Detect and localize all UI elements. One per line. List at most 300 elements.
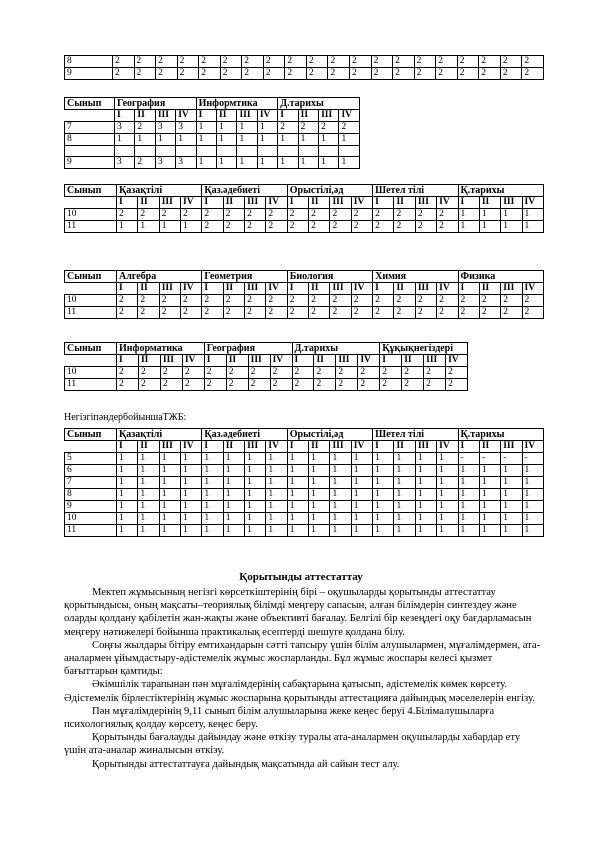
grade-cell <box>155 146 175 157</box>
subject-header: Информтика <box>196 98 278 110</box>
grade-cell: 1 <box>159 477 180 489</box>
grades-table-sciences <box>64 270 544 319</box>
grade-cell: 1 <box>257 134 277 146</box>
grade-cell: 2 <box>223 209 244 221</box>
grade-cell: 2 <box>285 68 307 80</box>
grade-cell: 1 <box>257 157 277 169</box>
grade-cell: 2 <box>138 367 160 379</box>
quarter-label: IV <box>522 283 543 295</box>
grade-cell: 1 <box>278 134 298 146</box>
grade-cell: 2 <box>371 56 393 68</box>
grade-cell: 2 <box>437 307 458 319</box>
section-heading: Қорытынды аттестаттау <box>239 571 363 583</box>
quarter-label: III <box>501 197 522 209</box>
header-row <box>65 185 544 197</box>
grade-cell: 1 <box>309 465 330 477</box>
grade-cell: 1 <box>223 525 244 537</box>
quarter-label: III <box>159 283 180 295</box>
grade-cell: 2 <box>373 295 394 307</box>
subject-header: География <box>115 98 197 110</box>
subject-header: Қазақтілі <box>117 185 202 197</box>
grade-cell: 2 <box>134 56 156 68</box>
grade-cell: 1 <box>330 465 351 477</box>
grade-cell: 2 <box>177 56 199 68</box>
grade-cell: 1 <box>458 501 479 513</box>
grade-cell: - <box>458 453 479 465</box>
header-row <box>65 343 468 355</box>
table-row <box>65 501 544 513</box>
quarter-label: IV <box>181 283 202 295</box>
paragraph: Қорытынды аттестаттауға дайындық мақсатында ай сайын тест алу. <box>92 758 400 770</box>
grade-cell: 2 <box>358 379 380 391</box>
grade-cell: 2 <box>522 307 543 319</box>
grade-cell: 1 <box>501 221 522 233</box>
grade-cell: 1 <box>202 525 223 537</box>
grade-cell: 2 <box>393 56 415 68</box>
quarter-label: III <box>248 355 270 367</box>
subject-header: Құқықнегіздері <box>380 343 468 355</box>
grade-cell: 2 <box>138 209 159 221</box>
grade-cell: 1 <box>309 525 330 537</box>
empty-cell <box>65 283 117 295</box>
grade-cell: 2 <box>309 221 330 233</box>
grade-cell: 1 <box>202 453 223 465</box>
grade-cell: 1 <box>394 453 415 465</box>
grade-cell: 1 <box>245 465 266 477</box>
quarter-label: III <box>424 355 446 367</box>
grade-cell: 2 <box>181 307 202 319</box>
grade-cell: 1 <box>501 477 522 489</box>
grade-cell: 2 <box>242 56 264 68</box>
grade-cell: 1 <box>159 489 180 501</box>
grade-cell: 2 <box>156 68 178 80</box>
grade-cell: 1 <box>373 525 394 537</box>
grade-cell: 2 <box>479 295 500 307</box>
grade-cell: 2 <box>248 379 270 391</box>
grade-cell: 2 <box>245 209 266 221</box>
row-class-label: 11 <box>65 307 117 319</box>
grade-cell: 1 <box>223 465 244 477</box>
grade-cell: 1 <box>309 477 330 489</box>
grade-cell: 2 <box>402 367 424 379</box>
grade-cell: 2 <box>285 56 307 68</box>
grade-cell: 2 <box>309 209 330 221</box>
grade-cell: 2 <box>380 367 402 379</box>
grade-cell: 2 <box>160 379 182 391</box>
quarter-label: II <box>309 283 330 295</box>
grade-cell: 2 <box>373 221 394 233</box>
grade-cell: 1 <box>522 221 543 233</box>
grade-cell: 2 <box>202 221 223 233</box>
grade-cell: 2 <box>336 367 358 379</box>
grade-cell: 1 <box>245 501 266 513</box>
grade-cell: 1 <box>298 134 318 146</box>
grade-cell: 1 <box>319 157 339 169</box>
quarter-label: II <box>309 441 330 453</box>
paragraph: Пән мұғалімдерінің 9,11 сынып білім алушыларына жеке кеңес беруі 4.Білімалушыларға психологиялық қолдау көрсету, кеңес беру. <box>64 705 495 731</box>
grade-cell: 2 <box>138 307 159 319</box>
grade-cell: 2 <box>113 56 135 68</box>
quarter-label: IV <box>522 197 543 209</box>
grade-cell: 1 <box>138 489 159 501</box>
grade-cell: 2 <box>270 379 292 391</box>
grade-cell: 1 <box>138 221 159 233</box>
table-body <box>65 185 544 233</box>
grade-cell: 1 <box>501 525 522 537</box>
grade-cell: 1 <box>115 134 135 146</box>
header-row <box>65 98 360 110</box>
quarter-label: I <box>380 355 402 367</box>
subject-header: Информатика <box>117 343 205 355</box>
subject-header: Физика <box>458 271 544 283</box>
grade-cell: 2 <box>204 379 226 391</box>
grade-cell: 1 <box>458 209 479 221</box>
grade-cell: 2 <box>134 68 156 80</box>
grade-cell: 2 <box>394 209 415 221</box>
grade-cell: 1 <box>501 209 522 221</box>
grade-cell: 1 <box>237 157 257 169</box>
grade-cell: 1 <box>181 501 202 513</box>
grade-cell: 1 <box>181 477 202 489</box>
grade-cell: 2 <box>436 56 458 68</box>
row-class-label: 9 <box>65 68 113 80</box>
subject-header: Қаз.әдебиеті <box>202 185 287 197</box>
grade-cell: 2 <box>350 68 372 80</box>
column-header-class: Сынып <box>65 343 117 355</box>
quarter-label: I <box>117 283 138 295</box>
quarter-label: III <box>330 197 351 209</box>
quarter-label: II <box>394 197 415 209</box>
grade-cell: 1 <box>287 513 308 525</box>
grade-cell: 1 <box>501 465 522 477</box>
grade-cell: 1 <box>479 501 500 513</box>
grade-cell: 2 <box>309 295 330 307</box>
grade-cell: 2 <box>394 307 415 319</box>
grade-cell: 1 <box>245 477 266 489</box>
grade-cell: 2 <box>522 56 544 68</box>
grade-cell: 1 <box>138 525 159 537</box>
grade-cell: 2 <box>457 68 479 80</box>
grade-cell: 2 <box>177 68 199 80</box>
grade-cell: 2 <box>202 307 223 319</box>
grade-cell: 1 <box>415 477 436 489</box>
grade-cell: 1 <box>373 489 394 501</box>
grade-cell: - <box>522 453 543 465</box>
grade-cell: 2 <box>223 221 244 233</box>
quarter-label: I <box>115 110 135 122</box>
quarter-label: I <box>287 197 308 209</box>
quarter-label: I <box>117 197 138 209</box>
quarter-label: III <box>245 283 266 295</box>
row-class-label: 11 <box>65 525 117 537</box>
grade-cell: 2 <box>202 295 223 307</box>
grade-cell: 1 <box>117 221 138 233</box>
quarter-label: III <box>415 197 436 209</box>
grade-cell: 1 <box>479 489 500 501</box>
grade-cell: 2 <box>437 209 458 221</box>
quarter-label: IV <box>358 355 380 367</box>
grade-cell: 1 <box>351 477 372 489</box>
grade-cell: 1 <box>117 477 138 489</box>
grade-cell: 2 <box>501 307 522 319</box>
table-row <box>65 513 544 525</box>
grade-cell: 1 <box>245 453 266 465</box>
quarter-label: IV <box>446 355 468 367</box>
grade-cell: 1 <box>159 221 180 233</box>
quarter-label: IV <box>266 283 287 295</box>
row-class-label <box>65 146 115 157</box>
grade-cell: 2 <box>182 379 204 391</box>
grade-cell: 1 <box>309 513 330 525</box>
quarter-label: IV <box>181 441 202 453</box>
grade-cell: 1 <box>415 489 436 501</box>
grades-table-top <box>64 55 544 80</box>
grade-cell: 2 <box>135 157 155 169</box>
quarter-label: IV <box>270 355 292 367</box>
grade-cell: 1 <box>351 501 372 513</box>
grade-cell: 2 <box>330 221 351 233</box>
grade-cell: 1 <box>319 134 339 146</box>
grade-cell: 2 <box>223 295 244 307</box>
grade-cell: 1 <box>117 489 138 501</box>
table-row <box>65 209 544 221</box>
table-row <box>65 367 468 379</box>
grade-cell: 1 <box>181 453 202 465</box>
grade-cell: 1 <box>394 525 415 537</box>
grade-cell: 1 <box>458 525 479 537</box>
grade-cell: 1 <box>245 513 266 525</box>
grade-cell: 1 <box>159 525 180 537</box>
grade-cell: 1 <box>138 453 159 465</box>
grade-cell: 1 <box>266 513 287 525</box>
grade-cell: 1 <box>351 525 372 537</box>
grade-cell: 2 <box>437 295 458 307</box>
grade-cell: 2 <box>314 367 336 379</box>
grade-cell: 2 <box>436 68 458 80</box>
subject-header: Қ.тарихы <box>458 185 544 197</box>
subject-header: География <box>204 343 292 355</box>
table-row <box>65 68 544 80</box>
quarter-label: III <box>245 441 266 453</box>
grade-cell: 1 <box>479 525 500 537</box>
quarter-label: III <box>159 197 180 209</box>
quarter-label: II <box>298 110 318 122</box>
quarter-label: II <box>138 441 159 453</box>
grade-cell: 2 <box>298 122 318 134</box>
grade-cell: 1 <box>501 501 522 513</box>
quarter-label: IV <box>266 441 287 453</box>
quarter-label: I <box>117 355 139 367</box>
grade-cell <box>217 146 237 157</box>
grade-cell: 1 <box>202 477 223 489</box>
grade-cell: 2 <box>181 295 202 307</box>
grade-cell: 2 <box>328 56 350 68</box>
grade-cell: 1 <box>237 134 257 146</box>
quarter-label: II <box>135 110 155 122</box>
column-header-class: Сынып <box>65 429 117 441</box>
grade-cell: 2 <box>182 367 204 379</box>
quarter-label: I <box>204 355 226 367</box>
empty-cell <box>65 441 117 453</box>
grade-cell: 2 <box>393 68 415 80</box>
row-class-label: 10 <box>65 295 117 307</box>
grade-cell: 2 <box>138 295 159 307</box>
column-header-class: Сынып <box>65 98 115 110</box>
grade-cell: 2 <box>373 209 394 221</box>
grade-cell: 2 <box>479 307 500 319</box>
quarter-label: IV <box>437 441 458 453</box>
grade-cell: 1 <box>458 465 479 477</box>
grade-cell: 1 <box>266 525 287 537</box>
grade-cell: 2 <box>330 307 351 319</box>
grade-cell: 1 <box>394 501 415 513</box>
grade-cell: 2 <box>248 367 270 379</box>
grade-cell: 2 <box>306 56 328 68</box>
grade-cell: 1 <box>394 489 415 501</box>
grade-cell: 1 <box>217 122 237 134</box>
table-row <box>65 295 544 307</box>
subject-header: Қазақтілі <box>117 429 202 441</box>
table-body <box>65 343 468 391</box>
subject-header: Қ.тарихы <box>458 429 544 441</box>
subject-header: Шетел тілі <box>373 185 458 197</box>
grade-cell: 1 <box>245 525 266 537</box>
grade-cell: 2 <box>117 209 138 221</box>
grade-cell: 1 <box>437 489 458 501</box>
grade-cell: 2 <box>380 379 402 391</box>
grade-cell: 2 <box>263 68 285 80</box>
quarter-label: IV <box>181 197 202 209</box>
grade-cell: 1 <box>522 209 543 221</box>
quarter-label: I <box>458 283 479 295</box>
grade-cell: 1 <box>298 157 318 169</box>
quarter-label: III <box>501 283 522 295</box>
grade-cell: 1 <box>257 122 277 134</box>
grade-cell: 1 <box>287 525 308 537</box>
grade-cell: 1 <box>138 513 159 525</box>
grade-cell: 2 <box>371 68 393 80</box>
quarter-label: IV <box>339 110 360 122</box>
quarter-label: IV <box>351 197 372 209</box>
table-row <box>65 134 360 146</box>
grade-cell: 1 <box>237 122 257 134</box>
grade-cell: 2 <box>351 209 372 221</box>
grade-cell: 1 <box>415 465 436 477</box>
subject-header: Химия <box>373 271 458 283</box>
grade-cell: 2 <box>319 122 339 134</box>
grade-cell: 1 <box>522 465 543 477</box>
grade-cell: 1 <box>351 489 372 501</box>
grade-cell: 1 <box>373 513 394 525</box>
quarter-row <box>65 355 468 367</box>
paragraph: Әкімшілік тарапынан пән мұғалімдерінің сабақтарына қатысып, әдістемелік көмек көрсету. <box>92 679 507 691</box>
grade-cell: 1 <box>287 501 308 513</box>
grade-cell: 3 <box>155 157 175 169</box>
grade-cell: 1 <box>458 489 479 501</box>
row-class-label: 11 <box>65 221 117 233</box>
grade-cell: 2 <box>415 221 436 233</box>
quarter-label: II <box>394 441 415 453</box>
grade-cell: 1 <box>458 513 479 525</box>
quarter-label: III <box>501 441 522 453</box>
empty-cell <box>65 110 115 122</box>
grade-cell: 2 <box>458 307 479 319</box>
quarter-label: II <box>226 355 248 367</box>
grade-cell: 1 <box>217 134 237 146</box>
grade-cell: 1 <box>479 477 500 489</box>
grade-cell: 2 <box>159 209 180 221</box>
subject-header: Д.тарихы <box>292 343 380 355</box>
grade-cell <box>257 146 277 157</box>
grade-cell: 1 <box>415 525 436 537</box>
grade-cell: 1 <box>159 501 180 513</box>
grade-cell: 2 <box>351 221 372 233</box>
quarter-label: II <box>309 197 330 209</box>
grade-cell: 2 <box>270 367 292 379</box>
row-class-label: 8 <box>65 56 113 68</box>
grade-cell: 2 <box>138 379 160 391</box>
grade-cell: 1 <box>330 477 351 489</box>
grade-cell: 2 <box>266 221 287 233</box>
grade-cell: 2 <box>330 295 351 307</box>
quarter-label: II <box>314 355 336 367</box>
row-class-label: 10 <box>65 209 117 221</box>
quarter-label: III <box>415 283 436 295</box>
grade-cell <box>135 146 155 157</box>
quarter-label: II <box>394 283 415 295</box>
grade-cell: 1 <box>117 465 138 477</box>
quarter-label: II <box>479 197 500 209</box>
grade-cell: 2 <box>351 295 372 307</box>
grade-cell: 1 <box>223 453 244 465</box>
grade-cell <box>196 146 216 157</box>
grade-cell: 2 <box>156 56 178 68</box>
table-body <box>65 429 544 537</box>
grade-cell: 1 <box>266 489 287 501</box>
grade-cell: 1 <box>196 134 216 146</box>
grade-cell: 1 <box>202 489 223 501</box>
grade-cell: 1 <box>415 453 436 465</box>
header-row <box>65 429 544 441</box>
grade-cell: 2 <box>402 379 424 391</box>
grade-cell: - <box>501 453 522 465</box>
grade-cell: 1 <box>223 477 244 489</box>
grade-cell: 1 <box>330 501 351 513</box>
quarter-label: III <box>237 110 257 122</box>
grade-cell: 2 <box>424 367 446 379</box>
grade-cell: 1 <box>479 209 500 221</box>
grade-cell: 1 <box>479 221 500 233</box>
grade-cell: 1 <box>394 513 415 525</box>
grade-cell: - <box>479 453 500 465</box>
quarter-label: I <box>202 283 223 295</box>
grade-cell: 2 <box>204 367 226 379</box>
quarter-label: I <box>196 110 216 122</box>
table-row <box>65 465 544 477</box>
quarter-label: III <box>330 441 351 453</box>
grade-cell: 2 <box>135 122 155 134</box>
grade-cell: 1 <box>287 453 308 465</box>
quarter-label: I <box>458 441 479 453</box>
grade-cell: 2 <box>287 209 308 221</box>
grade-cell: 2 <box>287 295 308 307</box>
grade-cell: 1 <box>181 525 202 537</box>
quarter-row <box>65 441 544 453</box>
grade-cell: 2 <box>159 307 180 319</box>
quarter-label: IV <box>351 441 372 453</box>
grade-cell: 1 <box>501 489 522 501</box>
grade-cell: 1 <box>138 465 159 477</box>
